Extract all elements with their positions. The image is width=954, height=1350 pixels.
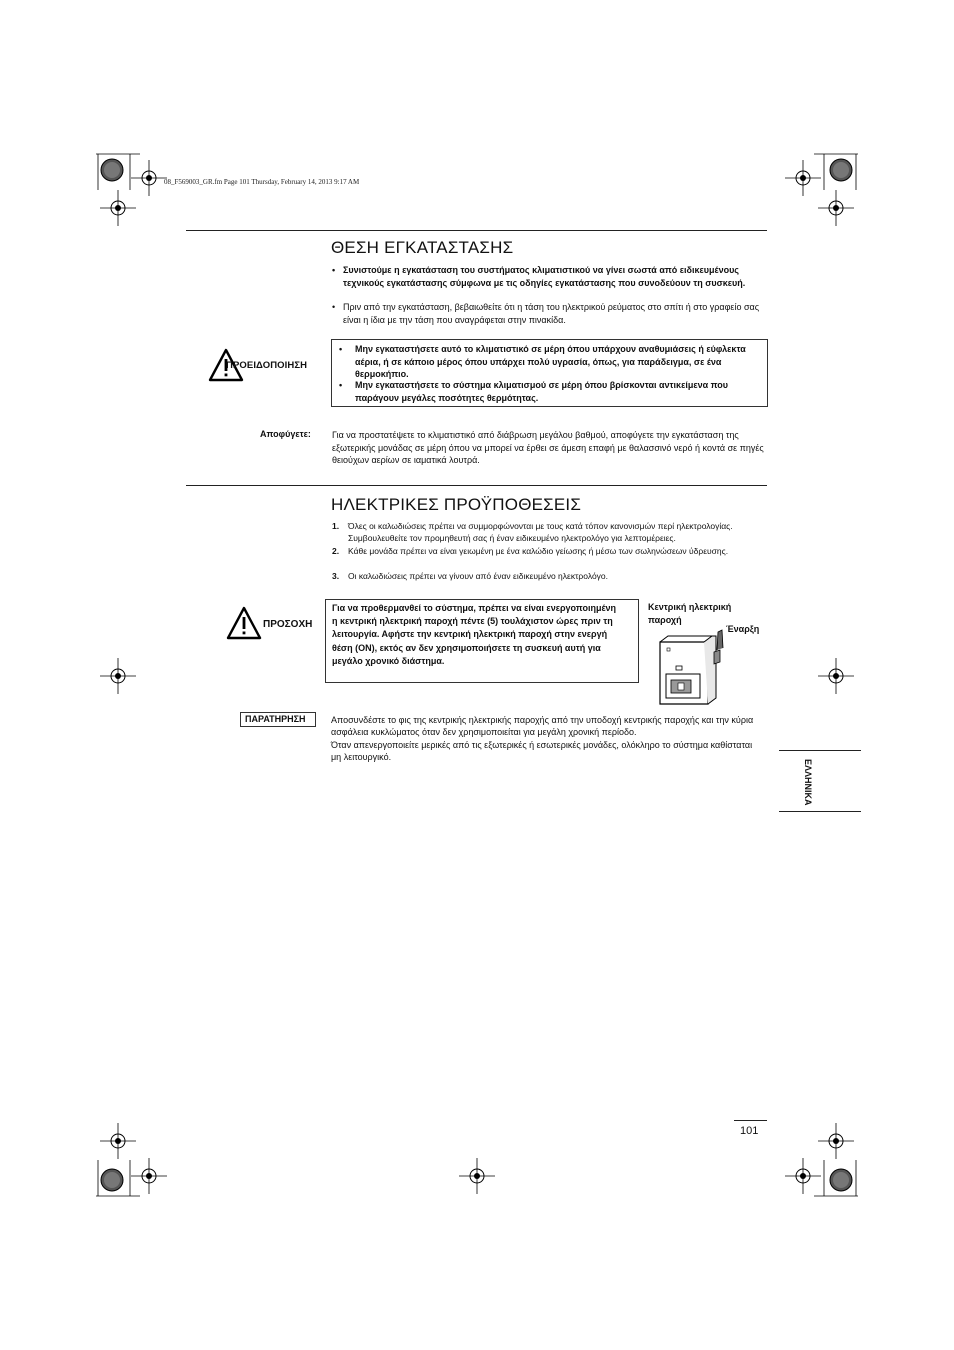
- section-title-installation: ΘΕΣΗ ΕΓΚΑΤΑΣΤΑΣΗΣ: [331, 238, 514, 257]
- avoid-label: Αποφύγετε:: [260, 429, 311, 439]
- main-power-switch-illustration: [652, 628, 732, 708]
- list-item: • Συνιστούμε η εγκατάσταση του συστήματος κλιματιστικού να γίνει σωστά από ειδικευμένους τεχνικούς εγκατάστασης σύμφωνα με τις οδηγίες εγκατάστασης που συνοδεύουν τη συσκευή.: [332, 265, 746, 288]
- note-label: ΠΑΡΑΤΗΡΗΣΗ: [245, 714, 306, 724]
- caution-icon: [226, 606, 262, 640]
- note-label-box: [240, 712, 316, 727]
- warning-label: ΠΡΟΕΙΔΟΠΟΙΗΣΗ: [226, 360, 308, 371]
- page-number: 101: [740, 1125, 759, 1137]
- file-header: 08_F569003_GR.fm Page 101 Thursday, February 14, 2013 9:17 AM: [164, 178, 360, 186]
- section-divider: [186, 230, 767, 231]
- section-title-electrical: ΗΛΕΚΤΡΙΚΕΣ ΠΡΟΫΠΟΘΕΣΕΙΣ: [331, 495, 582, 514]
- caution-label: ΠΡΟΣΟΧΗ: [263, 619, 313, 630]
- list-item: • Μην εγκαταστήσετε το σύστημα κλιματισμού σε μέρη όπου βρίσκονται αντικείμενα που παράγουν μεγάλες ποσότητες θερμότητας.: [339, 380, 729, 403]
- warning-box: [331, 339, 768, 407]
- language-tab: ΕΛΛΗΝΙΚΑ: [779, 750, 861, 812]
- section-divider: [186, 485, 767, 486]
- note-text: Αποσυνδέστε το φις της κεντρικής ηλεκτρικής παροχής από την υποδοχή κεντρικής παροχής και την κύρια ασφάλεια κυκλώματος όταν δεν χρησιμοποιείται για μεγάλη χρονική περίοδο.: [331, 715, 754, 738]
- note-text: Όταν απενεργοποιείτε μερικές από τις εξωτερικές ή εσωτερικές μονάδες, ολόκληρο το σύστημα καθίσταται μη λειτουργικό.: [331, 740, 753, 763]
- list-item: • Πριν από την εγκατάσταση, βεβαιωθείτε ότι η τάση του ηλεκτρικού ρεύματος στο σπίτι ή στο γραφείο σας είναι η ίδια με την τάση που αναγράφεται στην πινακίδα.: [332, 302, 760, 325]
- list-item: • Μην εγκαταστήσετε αυτό το κλιματιστικό σε μέρη όπου υπάρχουν αναθυμιάσεις ή εύφλεκτα αέρια, ή σε κάποιο μέρος όπου υπάρχει πολύ υγρασία, όπως, για παράδειγμα, σε ένα θερμοκήπιο.: [339, 344, 746, 380]
- caution-box: Για να προθερμανθεί το σύστημα, πρέπει να είναι ενεργοποιημένη η κεντρική ηλεκτρική παροχή πέντε (5) τουλάχιστον ώρες πριν τη λειτουργία. Αφήστε την κεντρική ηλεκτρική παροχή στην ενεργή θέση (ON), εκτός αν δεν χρησιμοποιήσετε τη συσκευή αυτή για μεγάλο χρονικό διάστημα.: [325, 599, 639, 683]
- list-item: 3. Οι καλωδιώσεις πρέπει να γίνουν από έναν ειδικευμένο ηλεκτρολόγο.: [332, 571, 609, 581]
- figure-label-main-power: Κεντρική ηλεκτρική παροχή: [648, 602, 732, 625]
- avoid-text: Για να προστατέψετε το κλιματιστικό από διάβρωση μεγάλου βαθμού, αποφύγετε την εγκατάσταση της εξωτερικής μονάδας σε μέρη όπου να μπορεί να έρθει σε άμεση επαφή με θαλασσινό νερό ή κοντά σε πηγές θειούχων αερίων σε ιαματικά λουτρά.: [332, 430, 764, 466]
- page-number-rule: [734, 1120, 767, 1121]
- list-item: 1. Όλες οι καλωδιώσεις πρέπει να συμμορφώνονται με τους κατά τόπον κανονισμών περί ηλεκτρολογίας. Συμβουλευθείτε τον προμηθευτή σας ή έναν ειδικευμένο ηλεκτρολόγο για λεπτομέρειες.: [332, 521, 733, 544]
- list-item: 2. Κάθε μονάδα πρέπει να είναι γειωμένη με ένα καλώδιο γείωσης ή μέσω των σωληνώσεων ύδρευσης.: [332, 546, 729, 556]
- figure-label-start: Έναρξη: [726, 624, 760, 634]
